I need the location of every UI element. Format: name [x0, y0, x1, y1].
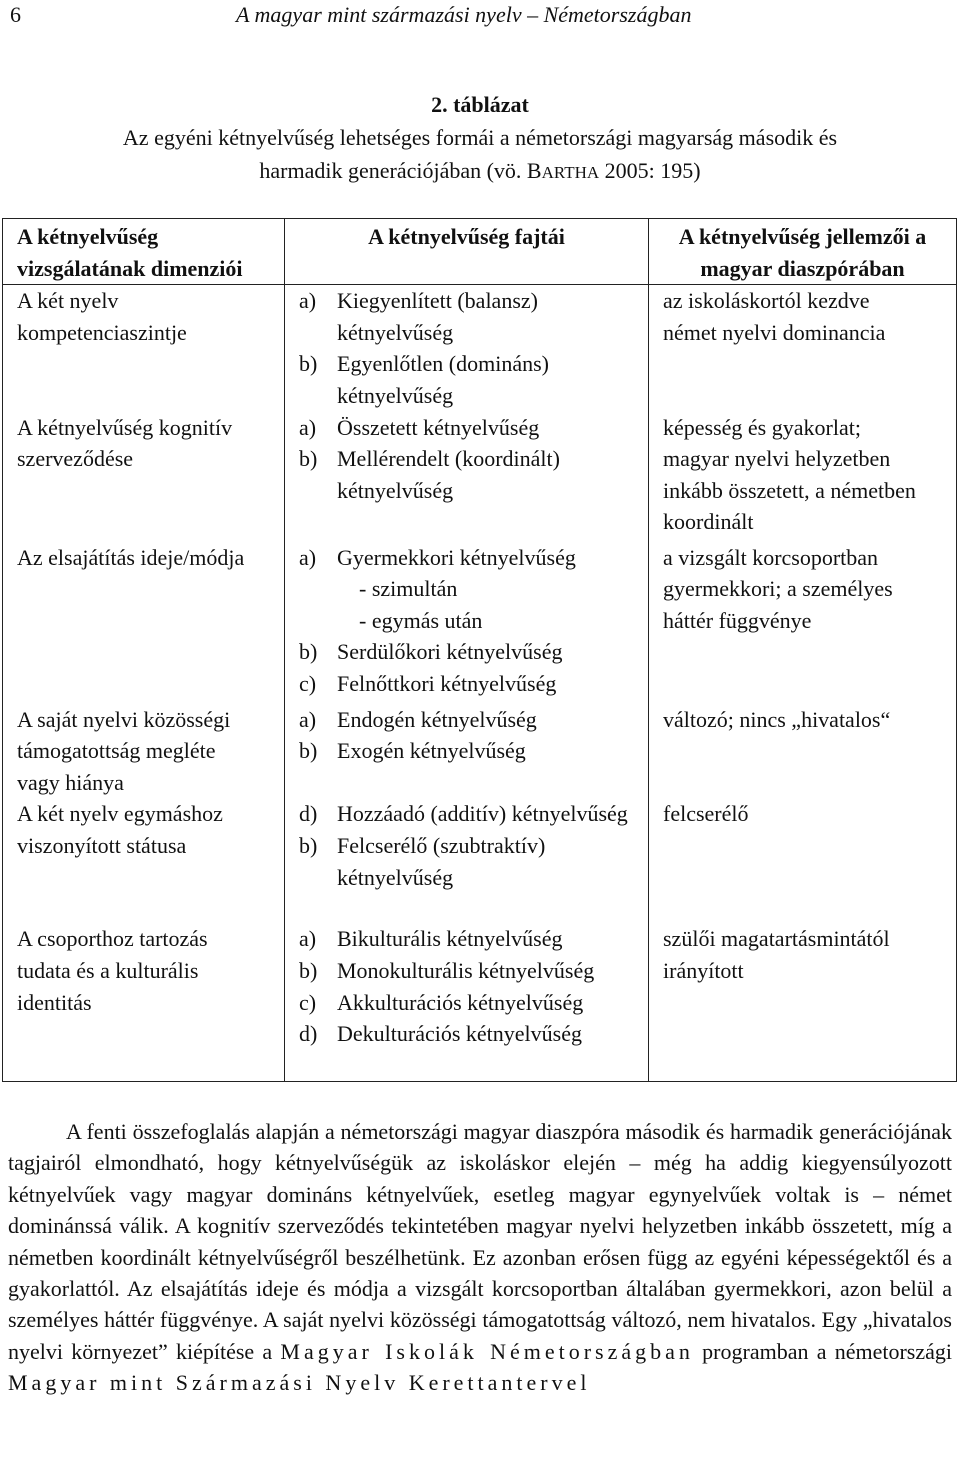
bilingualism-table	[2, 218, 957, 1082]
type-text: Felcserélő (szubtraktív) kétnyelvűség	[337, 832, 546, 890]
table-row	[3, 923, 957, 1081]
dimension-cell: Az elsajátítás ideje/módja	[3, 542, 285, 704]
types-cell	[285, 412, 649, 542]
type-text: Exogén kétnyelvűség	[337, 738, 526, 764]
type-item	[299, 923, 642, 955]
type-marker: d)	[299, 801, 318, 827]
type-marker: c)	[299, 670, 317, 696]
curriculum-name: Magyar mint Származási Nyelv Kerettanterv	[8, 1370, 567, 1396]
characteristic-cell: szülői magatartásmintától irányított	[649, 923, 957, 1081]
type-text: Gyermekkori kétnyelvűség	[337, 544, 576, 570]
table-row	[3, 285, 957, 412]
types-cell	[285, 704, 649, 799]
header-types: A kétnyelvűség fajtái	[285, 219, 649, 285]
type-text: Serdülőkori kétnyelvűség	[337, 639, 563, 665]
type-marker: b)	[299, 957, 318, 983]
type-item	[299, 285, 642, 348]
type-marker: a)	[299, 544, 317, 570]
types-cell	[285, 285, 649, 412]
type-item	[299, 412, 642, 444]
type-text: Endogén kétnyelvűség	[337, 706, 537, 732]
table-label: 2. táblázat	[431, 92, 529, 117]
page-header	[8, 0, 948, 36]
type-text: - szimultán	[359, 576, 458, 602]
table-body	[3, 285, 957, 1082]
header-characteristics: A kétnyelvűség jellemzői a magyar diaszpórában	[649, 219, 957, 285]
type-item	[299, 636, 642, 668]
header-dimensions: A kétnyelvűség vizsgálatának dimenziói	[3, 219, 285, 285]
paragraph-text: A fenti összefoglalás alapján a németországi magyar diaszpóra második és harmadik generációjának tagjairól elmondható, hogy kétnyelvűségük az iskoláskor elején – még ha addig kiegyensúlyozott kétnyelvűek vagy magyar domináns kétnyelvűek, esetleg magyar egynyelvűek voltak is – német dominánssá válik. A kognitív szerveződés tekintetében magyar nyelvi helyzetben inkább összetett, míg a németben koordinált kétnyelvűségről beszélhetünk. Ez azonban erősen függ az egyéni képességektől és a gyakorlattól. Az elsajátítás ideje és módja a vizsgált korcsoportban általában gyermekkori, azon belül a személyes háttér függvénye. A saját nyelvi közösségi támogatottság változó, nem hivatalos. Egy „hivatalos nyelvi környezet” kiépítése a	[8, 1119, 952, 1364]
characteristic-cell: változó; nincs „hivatalos“	[649, 704, 957, 799]
type-text: Akkulturációs kétnyelvűség	[337, 989, 584, 1015]
characteristic-cell: képesség és gyakorlat; magyar nyelvi helyzetben inkább összetett, a németben koordinált	[649, 412, 957, 542]
type-item	[299, 830, 642, 893]
type-marker: a)	[299, 288, 317, 314]
type-marker: a)	[299, 926, 317, 952]
characteristic-cell: a vizsgált korcsoportban gyermekkori; a személyes háttér függvénye	[649, 542, 957, 704]
dimension-cell: A két nyelv egymáshoz viszonyított státusa	[3, 798, 285, 923]
type-item	[299, 573, 642, 605]
type-item	[299, 987, 642, 1019]
type-item	[299, 348, 642, 411]
caption-line-2: harmadik generációjában (vö. BARTHA 2005: 195)	[259, 158, 701, 183]
body-paragraph: A fenti összefoglalás alapján a németországi magyar diaszpóra második és harmadik generációjának tagjairól elmondható, hogy kétnyelvűségük az iskoláskor elején – még ha addig kiegyensúlyozott kétnyelvűek vagy magyar domináns kétnyelvűek, esetleg magyar egynyelvűek voltak is – német dominánssá válik. A kognitív szerveződés tekintetében magyar nyelvi helyzetben inkább összetett, míg a németben koordinált kétnyelvűségről beszélhetünk. Ez azonban erősen függ az egyéni képességektől és a gyakorlattól. Az elsajátítás ideje és módja a vizsgált korcsoportban általában gyermekkori, azon belül a személyes háttér függvénye. A saját nyelvi közösségi támogatottság változó, nem hivatalos. Egy „hivatalos nyelvi környezet” kiépítése a Magyar Iskolák Németországban programban a németországi Magyar mint Származási Nyelv Kerettantervel	[8, 1119, 952, 1396]
table-row	[3, 704, 957, 799]
type-text: Mellérendelt (koordinált) kétnyelvűség	[337, 446, 560, 503]
dimension-cell: A két nyelv kompetenciaszintje	[3, 285, 285, 412]
type-marker: c)	[299, 989, 317, 1015]
program-name: Magyar Iskolák Németországban	[280, 1338, 694, 1364]
type-item	[299, 798, 642, 830]
type-item	[299, 668, 642, 700]
type-marker: a)	[299, 414, 317, 440]
type-marker: b)	[299, 639, 318, 665]
type-text: Hozzáadó (additív) kétnyelvűség	[337, 801, 628, 827]
type-item	[299, 735, 642, 767]
type-text: Kiegyenlített (balansz) kétnyelvűség	[337, 288, 538, 345]
table-caption	[20, 88, 940, 189]
type-text: Bikulturális kétnyelvűség	[337, 926, 563, 952]
type-marker: b)	[299, 351, 318, 377]
types-cell	[285, 923, 649, 1081]
running-title: A magyar mint származási nyelv – Németországban	[236, 2, 692, 27]
table-row	[3, 412, 957, 542]
type-marker: b)	[299, 832, 318, 858]
characteristic-cell: az iskoláskortól kezdve német nyelvi dominancia	[649, 285, 957, 412]
types-cell	[285, 542, 649, 704]
dimension-cell: A saját nyelvi közösségi támogatottság megléte vagy hiánya	[3, 704, 285, 799]
type-item	[299, 1018, 642, 1050]
type-marker: a)	[299, 706, 317, 732]
type-item	[299, 704, 642, 736]
type-item	[299, 542, 642, 574]
page-number: 6	[10, 2, 21, 27]
type-text: Egyenlőtlen (domináns) kétnyelvűség	[337, 351, 550, 408]
type-text: Felnőttkori kétnyelvűség	[337, 670, 557, 696]
type-text: Dekulturációs kétnyelvűség	[337, 1021, 582, 1047]
dimension-cell: A kétnyelvűség kognitív szerveződése	[3, 412, 285, 542]
type-text: Monokulturális kétnyelvűség	[337, 957, 595, 983]
type-text: Összetett kétnyelvűség	[337, 414, 540, 440]
type-text: - egymás után	[359, 607, 483, 633]
table-row	[3, 542, 957, 704]
type-item	[299, 443, 642, 506]
types-cell	[285, 798, 649, 923]
characteristic-cell: felcserélő	[649, 798, 957, 923]
type-marker: b)	[299, 738, 318, 764]
dimension-cell: A csoporthoz tartozás tudata és a kulturális identitás	[3, 923, 285, 1081]
table-row	[3, 798, 957, 923]
type-item	[299, 605, 642, 637]
type-marker: b)	[299, 446, 318, 472]
caption-line-1: Az egyéni kétnyelvűség lehetséges formái a németországi magyarság második és	[122, 125, 838, 150]
type-item	[299, 955, 642, 987]
table-header-row	[3, 219, 957, 285]
type-marker: d)	[299, 1021, 318, 1047]
